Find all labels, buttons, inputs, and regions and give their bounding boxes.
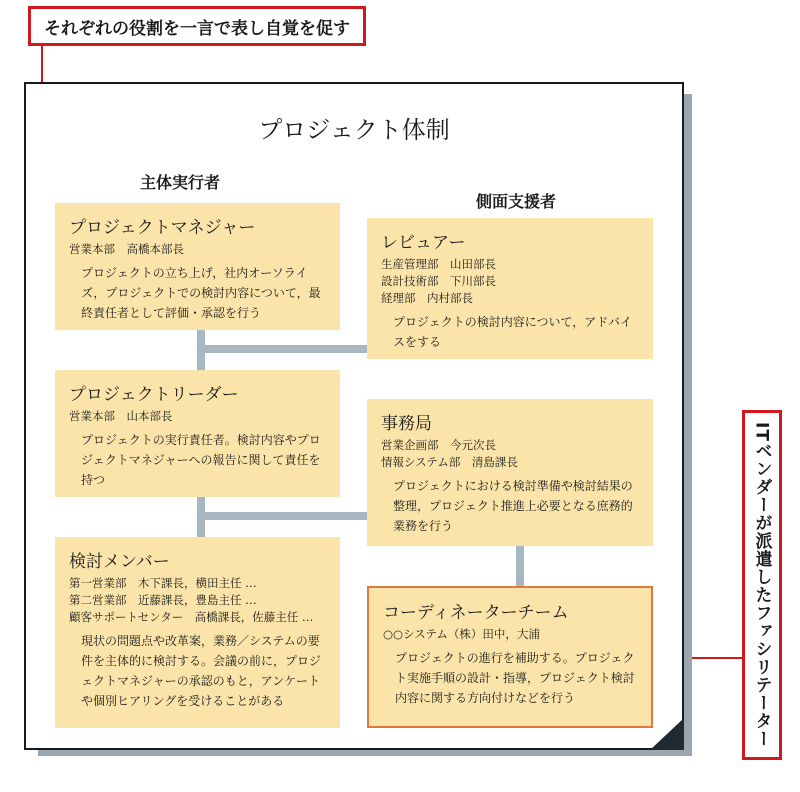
- box-description: プロジェクトの立ち上げ，社内オーソライズ，プロジェクトでの検討内容について，最終責任者として評価・承認を行う: [81, 266, 321, 320]
- box-title: コーディネーターチーム: [383, 603, 569, 623]
- diagram-title: プロジェクト体制: [258, 116, 450, 144]
- connector-secretariat-coordinator: [516, 546, 524, 586]
- connector-to-reviewer: [205, 345, 367, 353]
- box-description: プロジェクトの検討内容について，アドバイスをする: [393, 315, 633, 349]
- page-fold-corner: [650, 718, 684, 750]
- box-project-leader: [55, 370, 340, 497]
- box-secretariat: [367, 399, 653, 546]
- side-callout: [742, 410, 782, 760]
- connector-pm-leader: [197, 330, 205, 370]
- box-member: 情報システム部 清島課長: [381, 455, 518, 469]
- box-member: 営業企画部 今元次長: [381, 438, 496, 452]
- box-title: プロジェクトマネジャー: [69, 218, 256, 238]
- box-member: 生産管理部 山田部長: [381, 257, 496, 271]
- box-member: 第二営業部 近藤課長，豊島主任 …: [69, 593, 257, 607]
- left-column-heading: 主体実行者: [140, 173, 221, 192]
- right-column-heading: 側面支援者: [476, 192, 557, 211]
- box-coordinator-team: [367, 586, 653, 728]
- box-member: 経理部 内村部長: [381, 291, 473, 305]
- box-description: 現状の問題点や改革案，業務／システムの要件を主体的に検討する。会議の前に，プロジェクトマネジャーの承認のもと，アンケートや個別ヒアリングを受けることがある: [81, 634, 322, 708]
- box-member: 顧客サポートセンター 高橋課長，佐藤主任 …: [69, 610, 314, 624]
- box-member: 設計技術部 下川部長: [381, 274, 496, 288]
- box-project-manager: [55, 203, 340, 330]
- box-title: レビュアー: [381, 233, 466, 253]
- box-title: 事務局: [381, 414, 432, 434]
- box-review-members: [55, 537, 340, 728]
- top-callout-text: それぞれの役割を一言で表し自覚を促す: [44, 18, 350, 39]
- connector-leader-members: [197, 497, 205, 537]
- box-member: ○○システム（株）田中，大浦: [383, 627, 540, 641]
- box-description: プロジェクトの進行を補助する。プロジェクト実施手順の設計・指導，プロジェクト検討内容に関する方向付けなどを行う: [395, 651, 635, 705]
- box-title: 検討メンバー: [69, 552, 170, 572]
- connector-to-secretariat: [205, 512, 367, 520]
- box-member: 営業本部 山本部長: [69, 409, 173, 423]
- box-description: プロジェクトにおける検討準備や検討結果の整理，プロジェクト推進上必要となる庶務的業務を行う: [393, 479, 633, 533]
- box-member: 営業本部 高橋本部長: [69, 242, 184, 256]
- side-callout-text: ITベンダーが派遣したファシリテーター: [751, 422, 772, 748]
- box-reviewer: [367, 218, 653, 359]
- box-title: プロジェクトリーダー: [69, 385, 239, 405]
- box-member: 第一営業部 木下課長，横田主任 …: [69, 576, 257, 590]
- box-description: プロジェクトの実行責任者。検討内容やプロジェクトマネジャーへの報告に関して責任を持つ: [81, 433, 321, 487]
